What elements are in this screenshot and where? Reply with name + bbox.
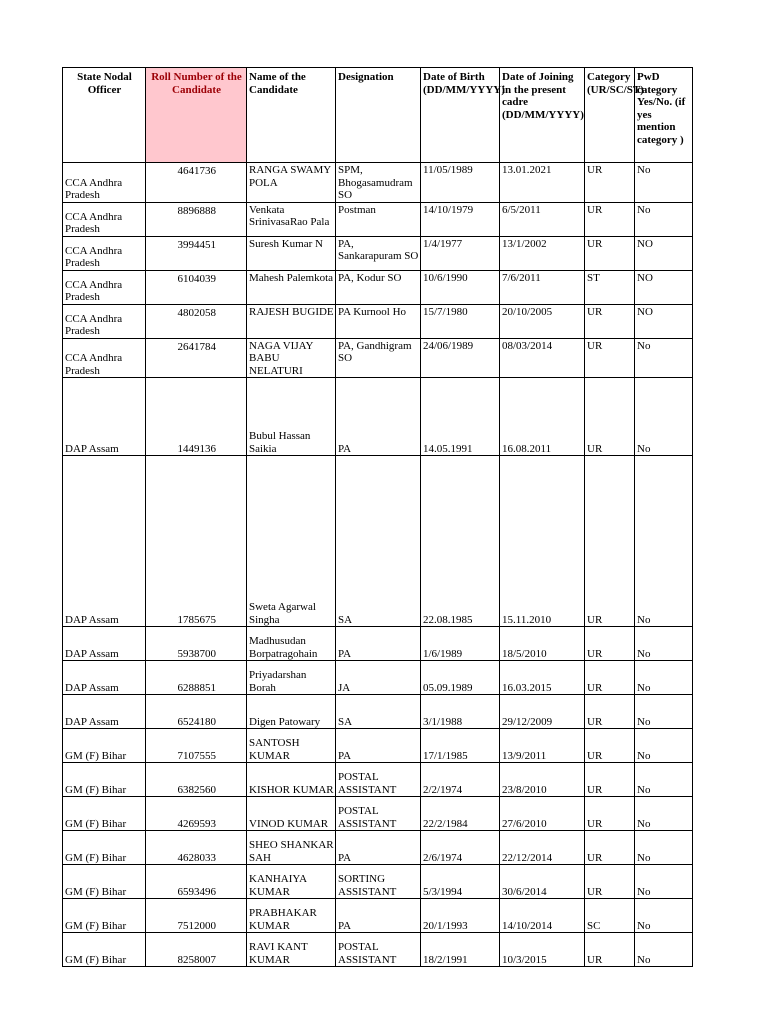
doj-cell: 14/10/2014 — [500, 899, 585, 933]
designation-cell: PA — [336, 899, 421, 933]
pwd-cell: No — [635, 763, 693, 797]
officer-cell: GM (F) Bihar — [63, 831, 146, 865]
roll-number-cell: 4628033 — [146, 831, 247, 865]
table-row — [63, 338, 693, 378]
pwd-cell: NO — [635, 236, 693, 270]
designation-cell: POSTAL ASSISTANT — [336, 933, 421, 967]
table-row — [63, 456, 693, 627]
doj-cell: 20/10/2005 — [500, 304, 585, 338]
category-cell: UR — [585, 661, 635, 695]
candidate-name-cell: Digen Patowary — [247, 695, 336, 729]
designation-cell: PA, Gandhigram SO — [336, 338, 421, 378]
table-row — [63, 378, 693, 456]
dob-cell: 20/1/1993 — [421, 899, 500, 933]
pwd-cell: No — [635, 933, 693, 967]
table-row — [63, 163, 693, 203]
header-designation: Designation — [336, 68, 421, 163]
doj-cell: 23/8/2010 — [500, 763, 585, 797]
candidate-name-cell: RANGA SWAMY POLA — [247, 163, 336, 203]
category-cell: UR — [585, 933, 635, 967]
designation-cell: SPM, Bhogasamudram SO — [336, 163, 421, 203]
designation-cell: PA — [336, 378, 421, 456]
category-cell: UR — [585, 202, 635, 236]
dob-cell: 17/1/1985 — [421, 729, 500, 763]
roll-number-cell: 8896888 — [146, 202, 247, 236]
category-cell: UR — [585, 865, 635, 899]
dob-cell: 15/7/1980 — [421, 304, 500, 338]
officer-cell: GM (F) Bihar — [63, 797, 146, 831]
officer-cell: DAP Assam — [63, 695, 146, 729]
candidates-table — [62, 67, 693, 967]
dob-cell: 22/2/1984 — [421, 797, 500, 831]
candidate-name-cell: PRABHAKAR KUMAR — [247, 899, 336, 933]
designation-cell: SORTING ASSISTANT — [336, 865, 421, 899]
dob-cell: 14.05.1991 — [421, 378, 500, 456]
dob-cell: 1/4/1977 — [421, 236, 500, 270]
designation-cell: Postman — [336, 202, 421, 236]
candidate-name-cell: Madhusudan Borpatragohain — [247, 627, 336, 661]
dob-cell: 05.09.1989 — [421, 661, 500, 695]
candidate-name-cell: KISHOR KUMAR — [247, 763, 336, 797]
pwd-cell: NO — [635, 304, 693, 338]
doj-cell: 13/9/2011 — [500, 729, 585, 763]
header-state-nodal-officer: State Nodal Officer — [63, 68, 146, 163]
officer-cell: GM (F) Bihar — [63, 933, 146, 967]
doj-cell: 13.01.2021 — [500, 163, 585, 203]
table-row — [63, 865, 693, 899]
pwd-cell: No — [635, 865, 693, 899]
category-cell: UR — [585, 163, 635, 203]
header-date-of-joining: Date of Joining in the present cadre (DD/MM/YYYY) — [500, 68, 585, 163]
dob-cell: 14/10/1979 — [421, 202, 500, 236]
doj-cell: 10/3/2015 — [500, 933, 585, 967]
category-cell: UR — [585, 797, 635, 831]
table-row — [63, 304, 693, 338]
category-cell: SC — [585, 899, 635, 933]
pwd-cell: NO — [635, 270, 693, 304]
pwd-cell: No — [635, 163, 693, 203]
designation-cell: PA, Sankarapuram SO — [336, 236, 421, 270]
table-row — [63, 661, 693, 695]
candidate-name-cell: KANHAIYA KUMAR — [247, 865, 336, 899]
category-cell: ST — [585, 270, 635, 304]
pwd-cell: No — [635, 627, 693, 661]
candidate-name-cell: VINOD KUMAR — [247, 797, 336, 831]
roll-number-cell: 2641784 — [146, 338, 247, 378]
dob-cell: 2/6/1974 — [421, 831, 500, 865]
officer-cell: CCA Andhra Pradesh — [63, 338, 146, 378]
table-row — [63, 627, 693, 661]
pwd-cell: No — [635, 661, 693, 695]
designation-cell: PA — [336, 627, 421, 661]
designation-cell: POSTAL ASSISTANT — [336, 763, 421, 797]
designation-cell: SA — [336, 456, 421, 627]
category-cell: UR — [585, 304, 635, 338]
category-cell: UR — [585, 378, 635, 456]
designation-cell: PA Kurnool Ho — [336, 304, 421, 338]
pwd-cell: No — [635, 378, 693, 456]
officer-cell: DAP Assam — [63, 661, 146, 695]
candidate-name-cell: Sweta Agarwal Singha — [247, 456, 336, 627]
doj-cell: 13/1/2002 — [500, 236, 585, 270]
dob-cell: 22.08.1985 — [421, 456, 500, 627]
table-row — [63, 797, 693, 831]
doj-cell: 22/12/2014 — [500, 831, 585, 865]
table-row — [63, 831, 693, 865]
roll-number-cell: 3994451 — [146, 236, 247, 270]
header-roll-number: Roll Number of the Candidate — [146, 68, 247, 163]
doj-cell: 27/6/2010 — [500, 797, 585, 831]
candidate-name-cell: SANTOSH KUMAR — [247, 729, 336, 763]
doj-cell: 16.03.2015 — [500, 661, 585, 695]
dob-cell: 3/1/1988 — [421, 695, 500, 729]
roll-number-cell: 4802058 — [146, 304, 247, 338]
table-row — [63, 270, 693, 304]
header-pwd-category: PwD category Yes/No. (if yes mention category ) — [635, 68, 693, 163]
doj-cell: 7/6/2011 — [500, 270, 585, 304]
roll-number-cell: 6382560 — [146, 763, 247, 797]
candidate-name-cell: RAVI KANT KUMAR — [247, 933, 336, 967]
dob-cell: 11/05/1989 — [421, 163, 500, 203]
officer-cell: CCA Andhra Pradesh — [63, 270, 146, 304]
roll-number-cell: 6524180 — [146, 695, 247, 729]
dob-cell: 2/2/1974 — [421, 763, 500, 797]
candidate-name-cell: Suresh Kumar N — [247, 236, 336, 270]
pwd-cell: No — [635, 338, 693, 378]
doj-cell: 30/6/2014 — [500, 865, 585, 899]
candidate-name-cell: Bubul Hassan Saikia — [247, 378, 336, 456]
pwd-cell: No — [635, 797, 693, 831]
header-date-of-birth: Date of Birth (DD/MM/YYYY) — [421, 68, 500, 163]
doj-cell: 15.11.2010 — [500, 456, 585, 627]
officer-cell: CCA Andhra Pradesh — [63, 202, 146, 236]
table-row — [63, 202, 693, 236]
table-row — [63, 729, 693, 763]
doj-cell: 08/03/2014 — [500, 338, 585, 378]
category-cell: UR — [585, 338, 635, 378]
officer-cell: CCA Andhra Pradesh — [63, 236, 146, 270]
roll-number-cell: 1449136 — [146, 378, 247, 456]
table-row — [63, 763, 693, 797]
dob-cell: 5/3/1994 — [421, 865, 500, 899]
designation-cell: PA, Kodur SO — [336, 270, 421, 304]
roll-number-cell: 8258007 — [146, 933, 247, 967]
candidate-name-cell: Venkata SrinivasaRao Pala — [247, 202, 336, 236]
roll-number-cell: 6104039 — [146, 270, 247, 304]
pwd-cell: No — [635, 899, 693, 933]
table-row — [63, 236, 693, 270]
category-cell: UR — [585, 456, 635, 627]
doj-cell: 29/12/2009 — [500, 695, 585, 729]
dob-cell: 18/2/1991 — [421, 933, 500, 967]
category-cell: UR — [585, 763, 635, 797]
roll-number-cell: 1785675 — [146, 456, 247, 627]
pwd-cell: No — [635, 695, 693, 729]
pwd-cell: No — [635, 202, 693, 236]
header-row — [63, 68, 693, 163]
pwd-cell: No — [635, 456, 693, 627]
category-cell: UR — [585, 236, 635, 270]
roll-number-cell: 7512000 — [146, 899, 247, 933]
officer-cell: CCA Andhra Pradesh — [63, 304, 146, 338]
roll-number-cell: 5938700 — [146, 627, 247, 661]
category-cell: UR — [585, 627, 635, 661]
pwd-cell: No — [635, 729, 693, 763]
designation-cell: POSTAL ASSISTANT — [336, 797, 421, 831]
officer-cell: GM (F) Bihar — [63, 763, 146, 797]
designation-cell: PA — [336, 729, 421, 763]
candidate-name-cell: SHEO SHANKAR SAH — [247, 831, 336, 865]
category-cell: UR — [585, 695, 635, 729]
header-candidate-name: Name of the Candidate — [247, 68, 336, 163]
candidate-name-cell: NAGA VIJAY BABU NELATURI — [247, 338, 336, 378]
pwd-cell: No — [635, 831, 693, 865]
header-category: Category (UR/SC/ST) — [585, 68, 635, 163]
officer-cell: GM (F) Bihar — [63, 865, 146, 899]
dob-cell: 24/06/1989 — [421, 338, 500, 378]
roll-number-cell: 6288851 — [146, 661, 247, 695]
doj-cell: 18/5/2010 — [500, 627, 585, 661]
dob-cell: 10/6/1990 — [421, 270, 500, 304]
officer-cell: CCA Andhra Pradesh — [63, 163, 146, 203]
category-cell: UR — [585, 729, 635, 763]
table-row — [63, 695, 693, 729]
officer-cell: DAP Assam — [63, 378, 146, 456]
candidate-name-cell: Mahesh Palemkota — [247, 270, 336, 304]
officer-cell: DAP Assam — [63, 456, 146, 627]
doj-cell: 6/5/2011 — [500, 202, 585, 236]
table-row — [63, 933, 693, 967]
candidate-name-cell: Priyadarshan Borah — [247, 661, 336, 695]
roll-number-cell: 6593496 — [146, 865, 247, 899]
dob-cell: 1/6/1989 — [421, 627, 500, 661]
table-row — [63, 899, 693, 933]
designation-cell: PA — [336, 831, 421, 865]
designation-cell: JA — [336, 661, 421, 695]
officer-cell: DAP Assam — [63, 627, 146, 661]
roll-number-cell: 4269593 — [146, 797, 247, 831]
candidate-name-cell: RAJESH BUGIDE — [247, 304, 336, 338]
officer-cell: GM (F) Bihar — [63, 729, 146, 763]
roll-number-cell: 4641736 — [146, 163, 247, 203]
designation-cell: SA — [336, 695, 421, 729]
category-cell: UR — [585, 831, 635, 865]
officer-cell: GM (F) Bihar — [63, 899, 146, 933]
doj-cell: 16.08.2011 — [500, 378, 585, 456]
roll-number-cell: 7107555 — [146, 729, 247, 763]
